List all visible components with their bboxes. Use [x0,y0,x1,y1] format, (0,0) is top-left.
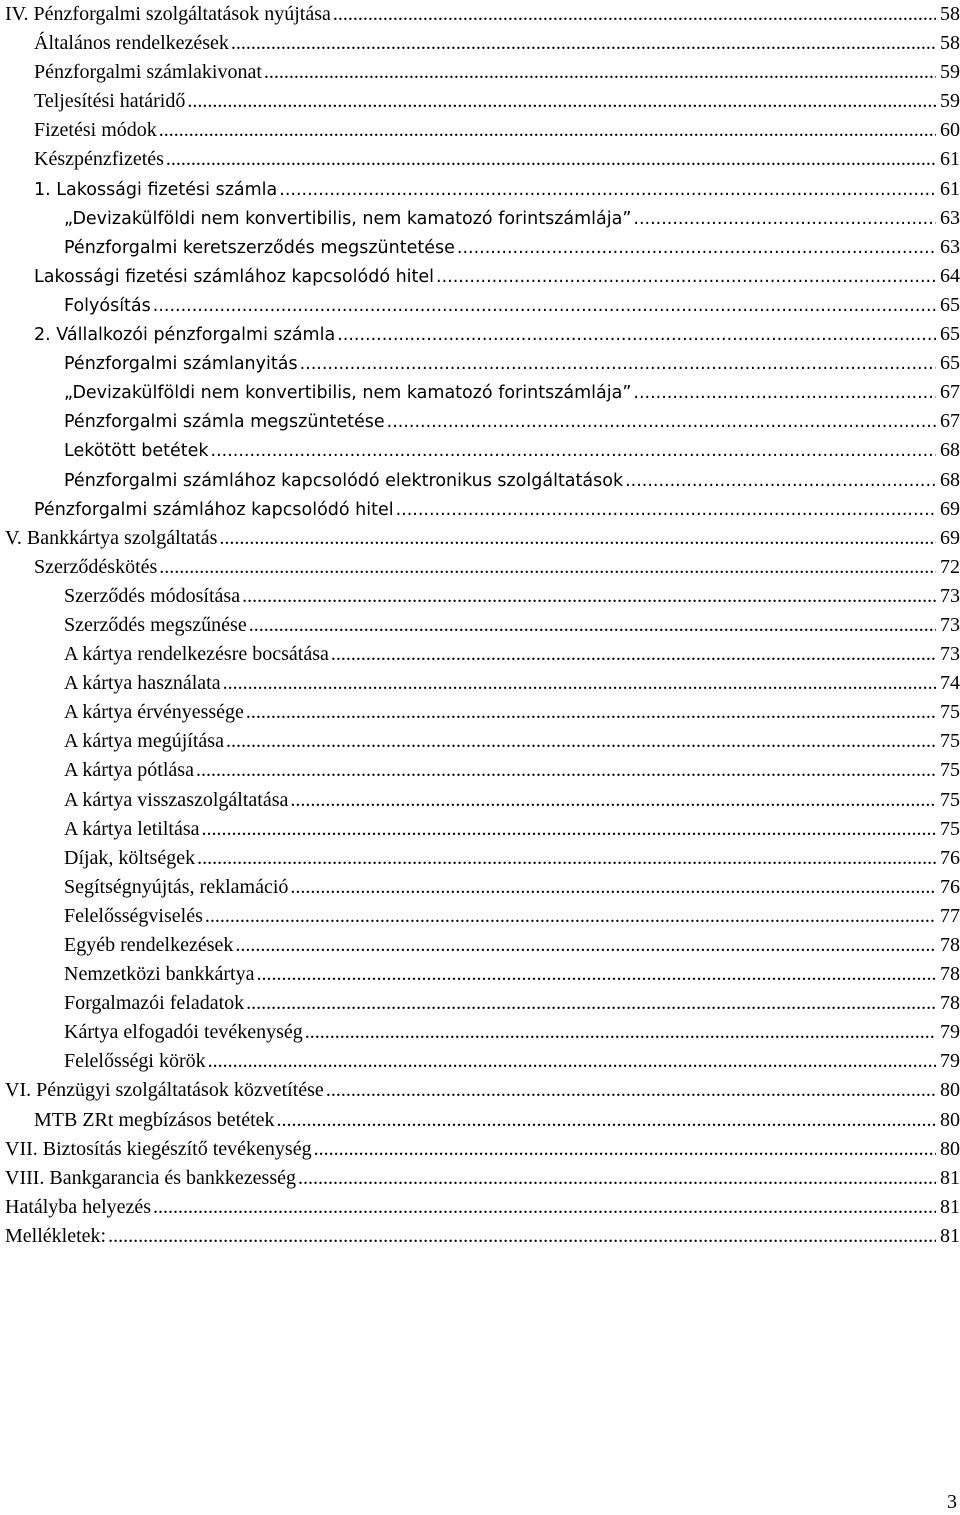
toc-entry-title: Kártya elfogadói tevékenység [64,1021,303,1044]
toc-dot-leader [242,582,936,611]
toc-dot-leader [290,786,936,815]
toc-entry[interactable] [5,349,960,378]
toc-dot-leader [196,756,936,785]
toc-entry[interactable] [5,640,960,669]
toc-dot-leader [314,1135,936,1164]
toc-entry-page: 81 [940,1166,960,1189]
toc-entry-title: V. Bankkártya szolgáltatás [5,526,218,549]
toc-dot-leader [159,553,936,582]
toc-entry-title: Folyósítás [64,295,151,316]
table-of-contents [5,0,960,1251]
toc-entry-page: 79 [940,1050,960,1073]
toc-entry[interactable] [5,756,960,785]
toc-entry-title: Szerződés módosítása [64,584,241,607]
toc-entry-page: 80 [940,1079,960,1102]
toc-entry-title: IV. Pénzforgalmi szolgáltatások nyújtása [5,3,331,25]
toc-entry-title: Pénzforgalmi számla megszüntetése [64,412,385,433]
toc-dot-leader [202,815,936,844]
toc-dot-leader [219,524,936,553]
toc-entry-page: 69 [940,526,960,549]
toc-entry-page: 76 [940,846,960,869]
toc-entry-page: 75 [940,701,960,724]
toc-entry[interactable] [5,145,960,174]
toc-dot-leader [326,1076,936,1105]
toc-dot-leader [197,844,936,873]
toc-entry-page: 63 [940,206,960,229]
toc-entry-page: 61 [940,177,960,200]
toc-entry[interactable] [5,786,960,815]
toc-entry-title: Általános rendelkezések [34,32,229,55]
toc-entry-page: 64 [940,264,960,287]
toc-entry[interactable] [5,495,960,524]
toc-entry-title: A kártya pótlása [64,759,194,782]
toc-entry-page: 78 [940,992,960,1015]
page-number: 3 [947,1491,957,1513]
toc-entry[interactable] [5,873,960,902]
toc-entry-page: 78 [940,934,960,956]
toc-entry[interactable] [5,1222,960,1251]
toc-entry-title: Hatályba helyezés [5,1195,152,1218]
toc-entry[interactable] [5,87,960,116]
toc-entry-page: 76 [940,875,960,898]
toc-entry-title: MTB ZRt megbízásos betétek [34,1108,275,1131]
toc-entry-page: 81 [940,1195,960,1218]
toc-entry-title: Szerződés megszűnése [64,613,247,636]
toc-entry-title: Felelősségi körök [64,1050,206,1073]
toc-entry-title: A kártya használata [64,672,221,695]
toc-entry-title: Fizetési módok [34,119,157,142]
toc-entry-title: Pénzforgalmi számlához kapcsolódó elektronikus szolgáltatások [64,470,624,491]
toc-entry[interactable] [5,989,960,1018]
toc-entry-page: 65 [940,323,960,346]
toc-dot-leader [337,321,936,349]
toc-dot-leader [108,1222,936,1251]
toc-dot-leader [279,176,936,204]
toc-dot-leader [457,234,936,262]
toc-entry-title: 1. Lakossági fizetési számla [34,179,278,200]
toc-dot-leader [231,29,936,58]
toc-entry[interactable] [5,931,960,960]
toc-entry-title: Forgalmazói feladatok [64,992,245,1015]
toc-entry[interactable] [5,1164,960,1193]
toc-entry-page: 63 [940,235,960,258]
toc-entry-page: 79 [940,1021,960,1044]
toc-dot-leader [290,873,936,902]
toc-entry-title: „Devizakülföldi nem konvertibilis, nem kamatozó forintszámlája” [64,208,632,229]
toc-entry-page: 80 [940,1137,960,1160]
toc-entry-page: 69 [940,497,960,520]
toc-entry-title: Lakossági fizetési számlához kapcsolódó hitel [34,266,435,287]
toc-entry[interactable] [5,902,960,931]
toc-entry[interactable] [5,466,960,495]
toc-entry-page: 75 [940,817,960,840]
toc-entry-title: Egyéb rendelkezések [64,934,234,956]
toc-entry-title: Pénzforgalmi számlához kapcsolódó hitel [34,499,394,520]
toc-entry[interactable] [5,1076,960,1105]
toc-entry[interactable] [5,815,960,844]
toc-dot-leader [633,205,936,233]
toc-entry-page: 77 [940,904,960,927]
toc-entry[interactable] [5,58,960,87]
toc-dot-leader [226,727,936,756]
toc-entry[interactable] [5,378,960,407]
toc-entry-title: A kártya letiltása [64,817,200,840]
toc-dot-leader [333,0,936,29]
toc-dot-leader [153,292,936,320]
toc-dot-leader [331,640,936,669]
toc-entry-title: A kártya megújítása [64,730,224,753]
toc-dot-leader [187,87,936,116]
toc-entry-page: 65 [940,293,960,316]
toc-dot-leader [246,989,936,1018]
toc-entry[interactable] [5,1047,960,1076]
toc-entry[interactable] [5,407,960,436]
toc-dot-leader [223,669,936,698]
toc-entry-title: Felelősségviselés [64,904,203,927]
toc-dot-leader [159,116,936,145]
toc-entry[interactable] [5,116,960,145]
toc-dot-leader [436,263,936,291]
toc-entry[interactable] [5,291,960,320]
toc-entry[interactable] [5,960,960,989]
toc-entry-title: Teljesítési határidő [34,90,186,113]
toc-entry-title: Pénzforgalmi számlanyitás [64,354,298,375]
toc-entry-title: Mellékletek: [5,1224,107,1247]
toc-dot-leader [153,1193,936,1222]
toc-entry[interactable] [5,582,960,611]
toc-dot-leader [298,1164,936,1193]
toc-entry[interactable] [5,611,960,640]
toc-entry-page: 74 [940,672,960,695]
toc-entry[interactable] [5,524,960,553]
toc-dot-leader [300,350,936,378]
toc-entry[interactable] [5,844,960,873]
toc-entry-page: 81 [940,1224,960,1247]
toc-entry[interactable] [5,669,960,698]
toc-entry-page: 58 [940,32,960,55]
toc-dot-leader [211,437,936,465]
toc-entry-page: 68 [940,439,960,462]
toc-entry-page: 80 [940,1108,960,1131]
toc-entry[interactable] [5,553,960,582]
toc-entry[interactable] [5,262,960,291]
toc-entry-page: 68 [940,468,960,491]
toc-entry-title: Pénzforgalmi számlakivonat [34,61,262,84]
toc-entry-page: 59 [940,90,960,113]
toc-entry-title: A kártya érvényessége [64,701,244,724]
toc-entry-page: 60 [940,119,960,142]
toc-dot-leader [235,931,936,960]
toc-entry-page: 73 [940,613,960,636]
toc-entry-title: Nemzetközi bankkártya [64,963,255,986]
toc-entry[interactable] [5,727,960,756]
toc-entry-title: Lekötött betétek [64,441,209,462]
toc-entry-page: 73 [940,584,960,607]
toc-dot-leader [246,698,936,727]
toc-entry-title: Díjak, költségek [64,846,196,869]
toc-entry-title: Szerződéskötés [34,555,158,578]
toc-entry-page: 67 [940,410,960,433]
toc-entry-title: A kártya visszaszolgáltatása [64,788,289,811]
toc-entry-page: 59 [940,61,960,84]
toc-entry-page: 75 [940,759,960,782]
toc-entry[interactable] [5,320,960,349]
toc-dot-leader [205,902,936,931]
toc-entry-page: 73 [940,643,960,666]
toc-entry-page: 72 [940,555,960,578]
toc-dot-leader [396,496,936,524]
toc-entry[interactable] [5,436,960,465]
toc-dot-leader [305,1018,936,1047]
toc-entry-page: 75 [940,730,960,753]
toc-dot-leader [256,960,936,989]
toc-dot-leader [166,145,936,174]
toc-entry-title: VII. Biztosítás kiegészítő tevékenység [5,1137,312,1160]
toc-entry[interactable] [5,698,960,727]
toc-entry-page: 67 [940,381,960,404]
toc-entry[interactable] [5,1018,960,1047]
toc-entry-page: 58 [940,3,960,25]
toc-entry-title: 2. Vállalkozói pénzforgalmi számla [34,325,336,346]
toc-dot-leader [264,58,936,87]
toc-entry[interactable] [5,1193,960,1222]
toc-dot-leader [208,1047,936,1076]
toc-dot-leader [633,379,936,407]
toc-entry-title: „Devizakülföldi nem konvertibilis, nem kamatozó forintszámlája” [64,383,632,404]
toc-entry-page: 61 [940,148,960,171]
toc-dot-leader [625,467,936,495]
toc-entry-title: Segítségnyújtás, reklamáció [64,875,289,898]
toc-entry-page: 65 [940,352,960,375]
toc-entry[interactable] [5,1135,960,1164]
toc-entry-page: 78 [940,963,960,986]
toc-dot-leader [387,408,936,436]
toc-entry-title: VIII. Bankgarancia és bankkezesség [5,1166,296,1189]
toc-entry-title: A kártya rendelkezésre bocsátása [64,643,329,666]
toc-entry[interactable] [5,233,960,262]
toc-entry-title: Pénzforgalmi keretszerződés megszüntetése [64,237,455,258]
toc-entry[interactable] [5,175,960,204]
toc-entry[interactable] [5,0,960,29]
toc-entry[interactable] [5,1106,960,1135]
toc-dot-leader [249,611,936,640]
toc-entry-title: Készpénzfizetés [34,148,164,171]
toc-entry[interactable] [5,204,960,233]
toc-entry-title: VI. Pénzügyi szolgáltatások közvetítése [5,1079,324,1102]
toc-entry[interactable] [5,29,960,58]
toc-dot-leader [277,1106,936,1135]
toc-entry-page: 75 [940,788,960,811]
